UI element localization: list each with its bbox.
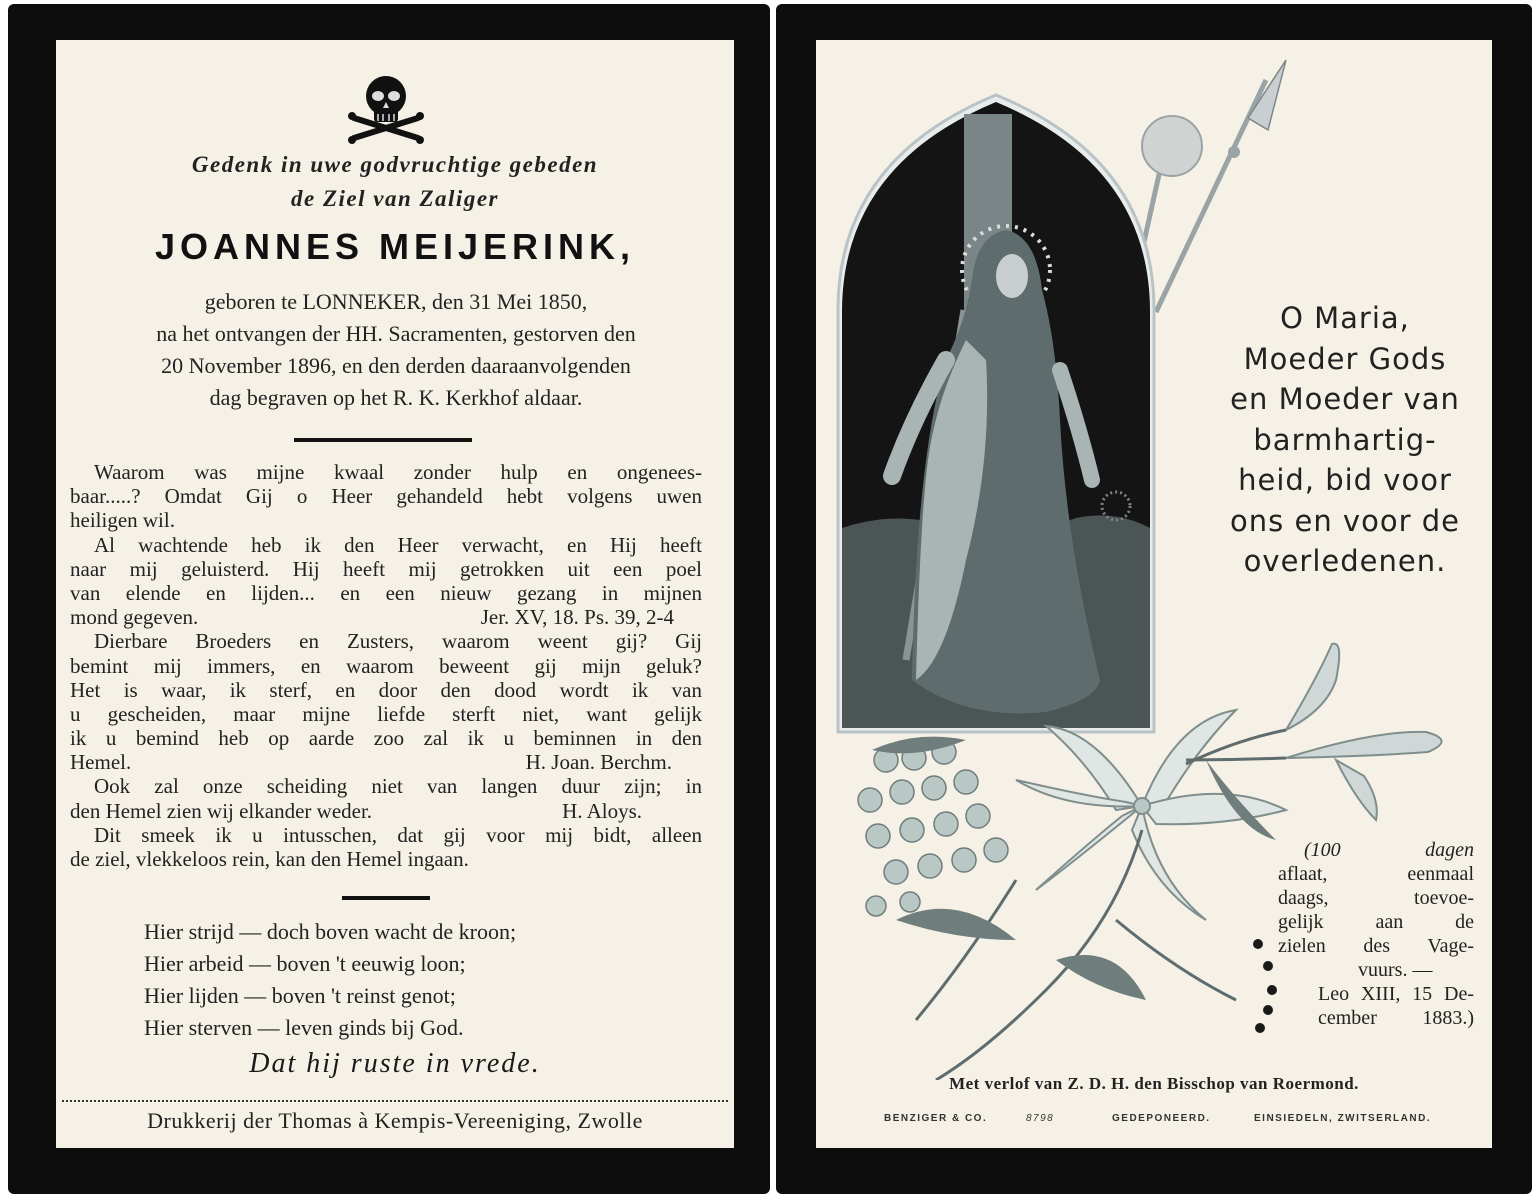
poem xyxy=(144,916,704,1044)
print-number: 8798 xyxy=(1026,1113,1055,1124)
text-line: Hemel. xyxy=(70,750,132,775)
biography xyxy=(66,286,726,414)
intro-line-1: Gedenk in uwe godvruchtige gebeden xyxy=(191,152,599,177)
text-line: naar mij geluisterd. Hij heeft mij getrokken uit een poel xyxy=(70,556,702,581)
prayer-line: barmhartig- xyxy=(1253,422,1437,457)
sponge-icon xyxy=(1142,116,1202,176)
text-line-with-ref xyxy=(70,799,702,823)
divider-rule-short xyxy=(342,896,430,900)
text-line: de ziel, vlekkeloos rein, kan den Hemel ingaan. xyxy=(70,847,469,871)
spear-icon xyxy=(1248,60,1286,130)
bio-line: geboren te LONNEKER, den 31 Mei 1850, xyxy=(204,289,588,314)
indulgence-line: zielen des Vage- xyxy=(1278,935,1474,957)
printer-imprint: Drukkerij der Thomas à Kempis-Vereeniging, Zwolle xyxy=(147,1108,643,1133)
prayer-text xyxy=(1202,298,1488,582)
bio-line: 20 November 1896, en den derden daaraanvolgenden xyxy=(161,353,631,378)
text-line: Dierbare Broeders en Zusters, waarom weent gij? Gij xyxy=(94,629,702,654)
deceased-name: JOANNES MEIJERINK, xyxy=(154,226,636,267)
text-line: heiligen wil. xyxy=(70,508,175,533)
prayer-line: heid, bid voor xyxy=(1238,463,1452,497)
text-line: Al wachtende heb ik den Heer verwacht, en Hij heeft xyxy=(94,532,702,557)
prayer-line: Moeder Gods xyxy=(1243,341,1447,376)
card-paper-right xyxy=(816,40,1492,1148)
mary-face xyxy=(996,254,1028,298)
poem-line: Hier strijd — doch boven wacht de kroon; xyxy=(144,919,517,944)
text-line-with-ref xyxy=(70,605,702,629)
text-line: baar.....? Omdat Gij o Heer gehandeld hebt volgens uwen xyxy=(70,484,702,509)
decorative-dots xyxy=(1253,939,1277,1033)
text-line: den Hemel zien wij elkander weder. xyxy=(70,798,373,823)
text-line: Het is waar, ik sterf, en door den dood wordt ik van xyxy=(70,677,702,702)
text-line: bemint mij immers, en waarom beweent gij mijn geluk? xyxy=(70,653,702,678)
text-line: ik u bemind heb op aarde zoo zal ik u beminnen in den xyxy=(70,726,702,751)
text-line: Dit smeek ik u intusschen, dat gij voor mij bidt, alleen xyxy=(94,822,702,847)
scripture-reference: Jer. XV, 18. Ps. 39, 2-4 xyxy=(480,605,674,630)
indulgence-line: aflaat, eenmaal xyxy=(1278,863,1474,885)
prayer-line: en Moeder van xyxy=(1230,382,1460,416)
poem-line: Hier arbeid — boven 't eeuwig loon; xyxy=(144,951,466,976)
publisher-name: BENZIGER & CO. xyxy=(884,1113,988,1124)
text-line: u gescheiden, maar mijne liefde sterft niet, want gelijk xyxy=(70,701,702,726)
prayer-line: overledenen. xyxy=(1243,544,1447,578)
text-line: Waarom was mijne kwaal zonder hulp en ongenees- xyxy=(94,460,702,484)
indulgence-line: (100 dagen xyxy=(1304,839,1474,861)
closing-blessing: Dat hij ruste in vrede. xyxy=(249,1048,541,1079)
registered-mark: GEDEPONEERD. xyxy=(1112,1113,1211,1124)
bio-line: na het ontvangen der HH. Sacramenten, gestorven den xyxy=(156,321,636,346)
scripture-text xyxy=(70,460,702,871)
prayer-line: ons en voor de xyxy=(1230,503,1460,538)
quote-attribution: H. Aloys. xyxy=(562,798,642,823)
divider-rule xyxy=(294,438,472,442)
text-line: mond gegeven. xyxy=(70,605,199,630)
prayer-line: O Maria, xyxy=(1280,301,1410,335)
publisher-place: EINSIEDELN, ZWITSERLAND. xyxy=(1254,1113,1432,1124)
card-paper-left xyxy=(56,40,734,1148)
indulgence-line: vuurs. — xyxy=(1358,959,1433,981)
indulgence-line: gelijk aan de xyxy=(1278,911,1474,933)
memorial-card-right xyxy=(776,4,1532,1194)
quote-attribution: H. Joan. Berchm. xyxy=(525,750,672,775)
bio-line: dag begraven op het R. K. Kerkhof aldaar. xyxy=(209,385,583,410)
skull-crossbones-icon xyxy=(346,72,426,144)
memorial-card-left xyxy=(8,4,770,1194)
text-line: Ook zal onze scheiding niet van langen duur zijn; in xyxy=(94,774,702,799)
indulgence-note xyxy=(1278,838,1474,1030)
indulgence-line: daags, toevoe- xyxy=(1278,887,1474,909)
text-line: van elende en lijden... en een nieuw gezang in mijnen xyxy=(70,580,702,605)
lily-buds xyxy=(1286,644,1442,820)
poem-line: Hier lijden — boven 't reinst genot; xyxy=(144,983,456,1008)
text-line-with-ref xyxy=(70,750,702,774)
forget-me-not-flowers xyxy=(858,740,1008,916)
indulgence-line: Leo XIII, 15 De- xyxy=(1318,983,1474,1005)
ecclesiastical-permission: Met verlof van Z. D. H. den Bisschop van Roermond. xyxy=(949,1074,1359,1093)
poem-line: Hier sterven — leven ginds bij God. xyxy=(144,1015,464,1040)
dotted-divider xyxy=(62,1100,728,1102)
indulgence-line: cember 1883.) xyxy=(1318,1007,1474,1029)
intro-line-2: de Ziel van Zaliger xyxy=(291,186,499,211)
